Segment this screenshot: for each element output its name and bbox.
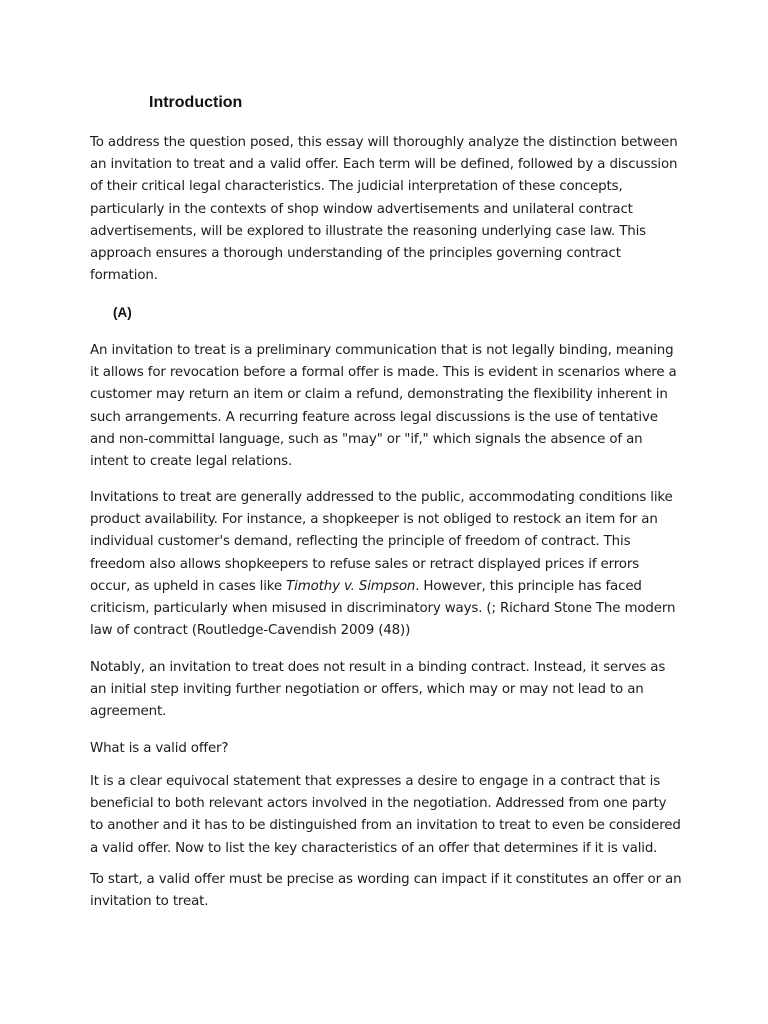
- paragraph-invitation-definition: An invitation to treat is a preliminary communication that is not legally binding, meaning it allows for revocation before a formal offer is made. This is evident in scenarios where a customer may return an item or claim a refund, demonstrating the flexibility inherent in such arrangements. A recurring feature across legal discussions is the use of tentative and non-committal language, such as "may" or "if," which signals the absence of an intent to create legal relations.: [90, 343, 677, 470]
- paragraph-invitation-not-binding: Notably, an invitation to treat does not result in a binding contract. Instead, it serves as an initial step inviting further negotiation or offers, which may or may not lead to an agreement.: [90, 660, 666, 720]
- paragraph-text: . However, this principle has faced criticism, particularly when misused in discriminatory ways. (; Richard Stone The modern law of contract (Routledge-Cavendish 2009 (48)): [90, 578, 676, 639]
- case-citation: Timothy v. Simpson: [286, 578, 416, 594]
- section-heading: Introduction: [149, 94, 243, 111]
- paragraph-offer-definition: It is a clear equivocal statement that expresses a desire to engage in a contract that is beneficial to both relevant actors involved in the negotiation. Addressed from one party to another and it has to be distinguished from an invitation to treat to even be considered a valid offer. Now to list the key characteristics of an offer that determines if it is valid.: [90, 774, 681, 856]
- intro-paragraph: To address the question posed, this essay will thoroughly analyze the distinction between an invitation to treat and a valid offer. Each term will be defined, followed by a discussion of their critical legal characteristics. The judicial interpretation of these concepts, particularly in the contexts of shop window advertisements and unilateral contract advertisements, will be explored to illustrate the reasoning underlying case law. This approach ensures a thorough understanding of the principles governing contract formation.: [90, 135, 678, 284]
- paragraph-text: Invitations to treat are generally addressed to the public, accommodating conditions like product availability. For instance, a shopkeeper is not obliged to restock an item for an individual customer's demand, reflecting the principle of freedom of contract. This freedom also allows shopkeepers to refuse sales or retract displayed prices if errors occur, as upheld in cases like: [90, 490, 673, 594]
- question-line: What is a valid offer?: [90, 741, 229, 756]
- paragraph-offer-precision: To start, a valid offer must be precise as wording can impact if it constitutes an offer or an invitation to treat.: [90, 872, 682, 910]
- paragraph-invitation-public: [90, 487, 682, 642]
- subsection-label: (A): [113, 305, 132, 320]
